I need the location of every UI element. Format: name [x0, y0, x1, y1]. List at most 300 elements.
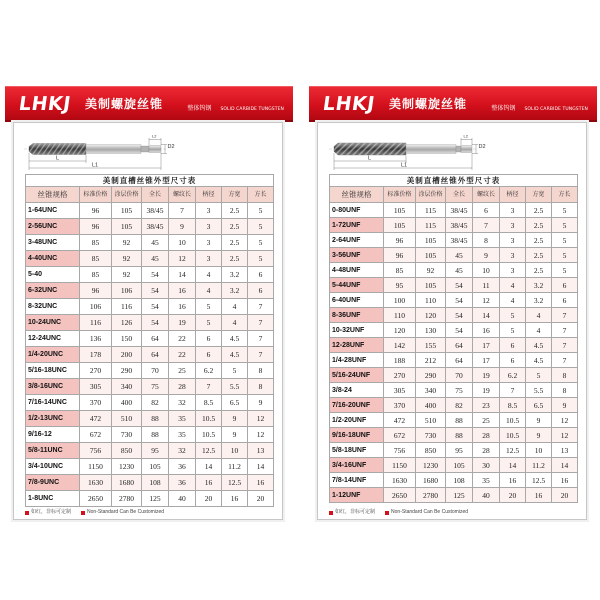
table-cell: 12 [552, 428, 578, 443]
table-cell: 8 [552, 383, 578, 398]
table-cell: 75 [446, 383, 473, 398]
table-cell: 35 [169, 411, 196, 427]
table-cell: 9 [222, 411, 248, 427]
table-cell: 8.5 [196, 395, 222, 411]
table-cell: 3.2 [222, 283, 248, 299]
table-cell: 3 [500, 218, 526, 233]
table-cell: 14 [500, 458, 526, 473]
table-cell: 2.5 [526, 263, 552, 278]
table-cell: 1630 [80, 475, 112, 491]
spec-cell: 1-8UNC [26, 491, 80, 507]
table-cell: 28 [473, 428, 500, 443]
table-row [330, 368, 578, 383]
table-row [26, 331, 274, 347]
table-cell: 105 [384, 218, 416, 233]
table-cell: 16 [248, 475, 274, 491]
table-cell: 756 [80, 443, 112, 459]
spec-cell: 4-48UNF [330, 263, 384, 278]
table-cell: 400 [112, 395, 142, 411]
tap-diagram [318, 123, 588, 173]
material-label-cn: 整体钨钢 [491, 105, 516, 112]
tap-neck [456, 146, 461, 152]
table-cell: 9 [552, 398, 578, 413]
table-row [26, 411, 274, 427]
footer-note-cn: 如红，非标可定制 [31, 509, 72, 515]
table-cell: 5.5 [526, 383, 552, 398]
table-title-row [330, 175, 578, 187]
table-cell: 2780 [416, 488, 446, 503]
table-cell: 35 [473, 473, 500, 488]
table-cell: 13 [248, 443, 274, 459]
spec-cell: 1/4-20UNC [26, 347, 80, 363]
tap-shank [406, 145, 456, 154]
table-head [330, 175, 578, 203]
table-cell: 88 [142, 427, 169, 443]
table-cell: 2.5 [526, 248, 552, 263]
spec-cell: 2-56UNC [26, 219, 80, 235]
table-cell: 6 [552, 278, 578, 293]
table-cell: 5 [526, 368, 552, 383]
footer-note [25, 509, 164, 517]
table-cell: 95 [446, 443, 473, 458]
spec-cell: 8-36UNF [330, 308, 384, 323]
spec-cell: 7/8-9UNC [26, 475, 80, 491]
banner-subtitle [491, 101, 588, 114]
spec-cell: 1/2-13UNC [26, 411, 80, 427]
table-cell: 100 [384, 293, 416, 308]
table-header-cell: 柄径 [500, 187, 526, 203]
table-cell: 672 [384, 428, 416, 443]
tap-flute-spiral [29, 144, 86, 155]
table-cell: 4 [222, 315, 248, 331]
table-cell: 105 [416, 248, 446, 263]
table-cell: 3 [500, 248, 526, 263]
brand-logo: LHKJ [321, 93, 377, 115]
table-cell: 4 [196, 283, 222, 299]
note-marker-icon [385, 511, 389, 515]
header-banner [309, 86, 597, 122]
table-row [26, 475, 274, 491]
table-cell: 3 [196, 235, 222, 251]
table-cell: 4 [222, 299, 248, 315]
table-cell: 4.5 [222, 331, 248, 347]
table-cell: 20 [248, 491, 274, 507]
table-cell: 23 [473, 398, 500, 413]
table-cell: 54 [142, 299, 169, 315]
table-cell: 3 [196, 203, 222, 219]
table-cell: 1150 [384, 458, 416, 473]
table-cell: 92 [112, 235, 142, 251]
table-cell: 472 [80, 411, 112, 427]
table-cell: 9 [222, 427, 248, 443]
table-cell: 95 [384, 278, 416, 293]
table-cell: 40 [169, 491, 196, 507]
table-cell: 5 [222, 363, 248, 379]
table-cell: 28 [473, 443, 500, 458]
table-cell: 5 [248, 203, 274, 219]
table-cell: 17 [473, 338, 500, 353]
table-cell: 11 [473, 278, 500, 293]
table-cell: 35 [169, 427, 196, 443]
table-cell: 270 [384, 368, 416, 383]
table-cell: 105 [112, 219, 142, 235]
table-cell: 5 [248, 219, 274, 235]
table-cell: 10.5 [196, 427, 222, 443]
table-cell: 9 [526, 428, 552, 443]
table-header-row [26, 187, 274, 203]
dimension-label-l1: L1 [401, 162, 408, 169]
table-cell: 105 [416, 233, 446, 248]
table-cell: 5 [248, 251, 274, 267]
table-cell: 30 [473, 458, 500, 473]
table-header-cell: 涂层价格 [416, 187, 446, 203]
table-row [330, 233, 578, 248]
table-cell: 125 [446, 488, 473, 503]
table-cell: 32 [169, 443, 196, 459]
table-cell: 40 [473, 488, 500, 503]
table-row [330, 473, 578, 488]
table-cell: 92 [112, 267, 142, 283]
spec-cell: 12-24UNC [26, 331, 80, 347]
table-cell: 14 [169, 267, 196, 283]
table-cell: 7 [248, 347, 274, 363]
table-cell: 3 [500, 233, 526, 248]
spec-card [317, 122, 587, 520]
table-row [330, 458, 578, 473]
table-cell: 38/45 [142, 219, 169, 235]
table-header-cell: 标准价格 [384, 187, 416, 203]
table-header-cell: 丝锥规格 [330, 187, 384, 203]
table-cell: 5 [500, 323, 526, 338]
table-cell: 370 [384, 398, 416, 413]
spec-cell: 1-64UNC [26, 203, 80, 219]
table-body [26, 203, 274, 507]
table-header-cell: 方宽 [222, 187, 248, 203]
table-cell: 10 [526, 443, 552, 458]
dimension-label-d2: D2 [478, 144, 486, 150]
table-cell: 510 [416, 413, 446, 428]
table-header-cell: 涂层价格 [112, 187, 142, 203]
spec-cell: 3-48UNC [26, 235, 80, 251]
table-body [330, 203, 578, 503]
material-label-cn: 整体钨钢 [187, 105, 212, 112]
spec-cell: 3/8-24 [330, 383, 384, 398]
spec-cell: 7/16-20UNF [330, 398, 384, 413]
brand-logo: LHKJ [17, 93, 73, 115]
table-cell: 155 [416, 338, 446, 353]
table-cell: 400 [416, 398, 446, 413]
spec-cell: 3-56UNF [330, 248, 384, 263]
table-cell: 19 [169, 315, 196, 331]
material-label-en: SOLID CARBIDE TUNGSTEN [524, 107, 588, 112]
table-cell: 110 [384, 308, 416, 323]
table-cell: 4.5 [222, 347, 248, 363]
table-cell: 20 [552, 488, 578, 503]
spec-cell: 1-72UNF [330, 218, 384, 233]
table-header-cell: 方长 [552, 187, 578, 203]
table-cell: 7 [552, 338, 578, 353]
table-cell: 54 [142, 315, 169, 331]
table-title: 美制直槽丝锥外型尺寸表 [26, 175, 274, 187]
table-cell: 64 [142, 331, 169, 347]
banner-title: 美制螺旋丝锥 [389, 97, 468, 111]
spec-cell: 3/8-16UNC [26, 379, 80, 395]
table-header-row [330, 187, 578, 203]
table-cell: 305 [80, 379, 112, 395]
table-cell: 54 [446, 293, 473, 308]
table-cell: 16 [169, 299, 196, 315]
table-cell: 1230 [112, 459, 142, 475]
table-cell: 290 [112, 363, 142, 379]
table-cell: 2650 [384, 488, 416, 503]
table-row [26, 203, 274, 219]
table-cell: 11.2 [526, 458, 552, 473]
table-cell: 12 [248, 427, 274, 443]
dimension-label-d2: D2 [167, 144, 175, 150]
table-cell: 7 [196, 379, 222, 395]
table-cell: 10 [473, 263, 500, 278]
table-cell: 105 [112, 203, 142, 219]
table-cell: 96 [384, 248, 416, 263]
spec-cell: 5-40 [26, 267, 80, 283]
table-cell: 6 [500, 353, 526, 368]
table-cell: 85 [384, 263, 416, 278]
table-cell: 8.5 [500, 398, 526, 413]
table-cell: 125 [142, 491, 169, 507]
spec-cell: 8-32UNC [26, 299, 80, 315]
table-cell: 4 [526, 308, 552, 323]
tap-shank [86, 145, 141, 154]
spec-cell: 5/8-11UNC [26, 443, 80, 459]
dimension-label-l2: L2 [463, 133, 468, 139]
table-header-cell: 螺纹长 [169, 187, 196, 203]
size-table [329, 174, 578, 503]
table-cell: 12.5 [222, 475, 248, 491]
table-header-cell: 柄径 [196, 187, 222, 203]
table-cell: 92 [112, 251, 142, 267]
table-row [26, 363, 274, 379]
table-row [26, 267, 274, 283]
table-cell: 120 [416, 308, 446, 323]
table-cell: 13 [552, 443, 578, 458]
spec-cell: 2-64UNF [330, 233, 384, 248]
table-cell: 756 [384, 443, 416, 458]
table-header-cell: 全长 [446, 187, 473, 203]
table-cell: 305 [384, 383, 416, 398]
spec-cell: 5-44UNF [330, 278, 384, 293]
table-cell: 212 [416, 353, 446, 368]
table-cell: 730 [416, 428, 446, 443]
table-cell: 9 [473, 248, 500, 263]
table-cell: 188 [384, 353, 416, 368]
table-cell: 6 [248, 267, 274, 283]
table-cell: 16 [169, 283, 196, 299]
table-cell: 106 [112, 283, 142, 299]
table-cell: 2.5 [222, 251, 248, 267]
footer-note-cn: 如红，非标可定制 [335, 509, 376, 515]
table-cell: 14 [196, 459, 222, 475]
table-cell: 6 [196, 347, 222, 363]
table-row [26, 427, 274, 443]
tap-square-end [461, 146, 472, 153]
table-cell: 178 [80, 347, 112, 363]
banner-title: 美制螺旋丝锥 [85, 97, 164, 111]
table-cell: 38/45 [446, 233, 473, 248]
table-cell: 4 [196, 267, 222, 283]
spec-cell: 1/4-28UNF [330, 353, 384, 368]
tap-square-end [149, 146, 161, 153]
table-row [330, 488, 578, 503]
table-cell: 2.5 [222, 203, 248, 219]
table-cell: 105 [384, 203, 416, 218]
table-cell: 16 [222, 491, 248, 507]
table-cell: 12.5 [526, 473, 552, 488]
table-cell: 6.5 [222, 395, 248, 411]
table-cell: 10 [222, 443, 248, 459]
table-header-cell: 标准价格 [80, 187, 112, 203]
table-cell: 2.5 [526, 218, 552, 233]
table-cell: 3 [500, 263, 526, 278]
table-cell: 5 [552, 218, 578, 233]
table-cell: 105 [142, 459, 169, 475]
table-cell: 1630 [384, 473, 416, 488]
dimension-label-l: L [368, 155, 372, 162]
table-cell: 4 [500, 278, 526, 293]
table-cell: 108 [142, 475, 169, 491]
spec-cell: 9/16-12 [26, 427, 80, 443]
table-cell: 17 [473, 353, 500, 368]
table-cell: 3.2 [222, 267, 248, 283]
table-cell: 12 [473, 293, 500, 308]
material-label-en: SOLID CARBIDE TUNGSTEN [220, 107, 284, 112]
table-cell: 200 [112, 347, 142, 363]
dimension-label-l: L [56, 155, 60, 162]
table-cell: 45 [446, 263, 473, 278]
table-cell: 9 [248, 395, 274, 411]
table-cell: 8 [248, 363, 274, 379]
footer-note-en: Non-Standard Can Be Customized [87, 509, 165, 515]
table-header-cell: 螺纹长 [473, 187, 500, 203]
table-row [330, 323, 578, 338]
spec-cell: 3/4-10UNC [26, 459, 80, 475]
table-cell: 7 [248, 315, 274, 331]
table-cell: 82 [446, 398, 473, 413]
table-cell: 6.2 [196, 363, 222, 379]
table-cell: 96 [80, 283, 112, 299]
table-cell: 370 [80, 395, 112, 411]
table-cell: 106 [80, 299, 112, 315]
table-cell: 92 [416, 263, 446, 278]
table-row [330, 293, 578, 308]
table-cell: 5 [248, 235, 274, 251]
table-cell: 36 [169, 475, 196, 491]
table-cell: 142 [384, 338, 416, 353]
table-cell: 95 [142, 443, 169, 459]
table-cell: 1230 [416, 458, 446, 473]
table-cell: 7 [552, 323, 578, 338]
spec-cell: 5/8-18UNF [330, 443, 384, 458]
table-cell: 54 [446, 323, 473, 338]
table-cell: 5 [552, 248, 578, 263]
table-cell: 70 [142, 363, 169, 379]
spec-cell: 4-40UNC [26, 251, 80, 267]
table-cell: 54 [142, 267, 169, 283]
table-cell: 1680 [112, 475, 142, 491]
table-cell: 36 [169, 459, 196, 475]
dimension-label-l2: L2 [152, 133, 157, 139]
table-row [330, 203, 578, 218]
footer-note-en: Non-Standard Can Be Customized [391, 509, 469, 515]
table-cell: 45 [142, 251, 169, 267]
table-row [330, 278, 578, 293]
table-cell: 9 [526, 413, 552, 428]
table-cell: 672 [80, 427, 112, 443]
table-cell: 150 [112, 331, 142, 347]
table-cell: 11.2 [222, 459, 248, 475]
table-cell: 7 [500, 383, 526, 398]
table-cell: 2.5 [222, 219, 248, 235]
spec-cell: 12-28UNF [330, 338, 384, 353]
table-row [330, 308, 578, 323]
table-cell: 54 [446, 278, 473, 293]
table-cell: 2780 [112, 491, 142, 507]
note-marker-icon [81, 511, 85, 515]
table-cell: 7 [248, 331, 274, 347]
table-cell: 54 [446, 308, 473, 323]
table-cell: 2.5 [526, 233, 552, 248]
table-cell: 290 [416, 368, 446, 383]
table-cell: 20 [196, 491, 222, 507]
table-cell: 25 [473, 413, 500, 428]
table-cell: 10.5 [500, 413, 526, 428]
table-cell: 1150 [80, 459, 112, 475]
table-cell: 82 [142, 395, 169, 411]
table-row [330, 443, 578, 458]
table-cell: 10.5 [196, 411, 222, 427]
table-cell: 850 [112, 443, 142, 459]
table-header-cell: 全长 [142, 187, 169, 203]
table-cell: 88 [142, 411, 169, 427]
spec-cell: 7/8-14UNF [330, 473, 384, 488]
note-marker-icon [329, 511, 333, 515]
table-cell: 96 [80, 203, 112, 219]
table-cell: 96 [80, 219, 112, 235]
table-cell: 4 [526, 323, 552, 338]
table-cell: 8 [552, 368, 578, 383]
table-row [26, 235, 274, 251]
tap-diagram [14, 123, 284, 173]
size-table [25, 174, 274, 507]
table-cell: 116 [80, 315, 112, 331]
table-cell: 105 [446, 458, 473, 473]
table-cell: 5.5 [222, 379, 248, 395]
table-cell: 340 [112, 379, 142, 395]
table-cell: 9 [169, 219, 196, 235]
table-cell: 22 [169, 347, 196, 363]
spec-cell: 10-32UNF [330, 323, 384, 338]
table-cell: 45 [142, 235, 169, 251]
table-cell: 4.5 [526, 338, 552, 353]
table-cell: 6 [500, 338, 526, 353]
table-cell: 10 [169, 235, 196, 251]
table-cell: 19 [473, 383, 500, 398]
table-cell: 19 [473, 368, 500, 383]
spec-sheet [5, 86, 293, 520]
table-cell: 126 [112, 315, 142, 331]
spec-card [13, 122, 283, 520]
table-cell: 12.5 [196, 443, 222, 459]
table-row [26, 379, 274, 395]
